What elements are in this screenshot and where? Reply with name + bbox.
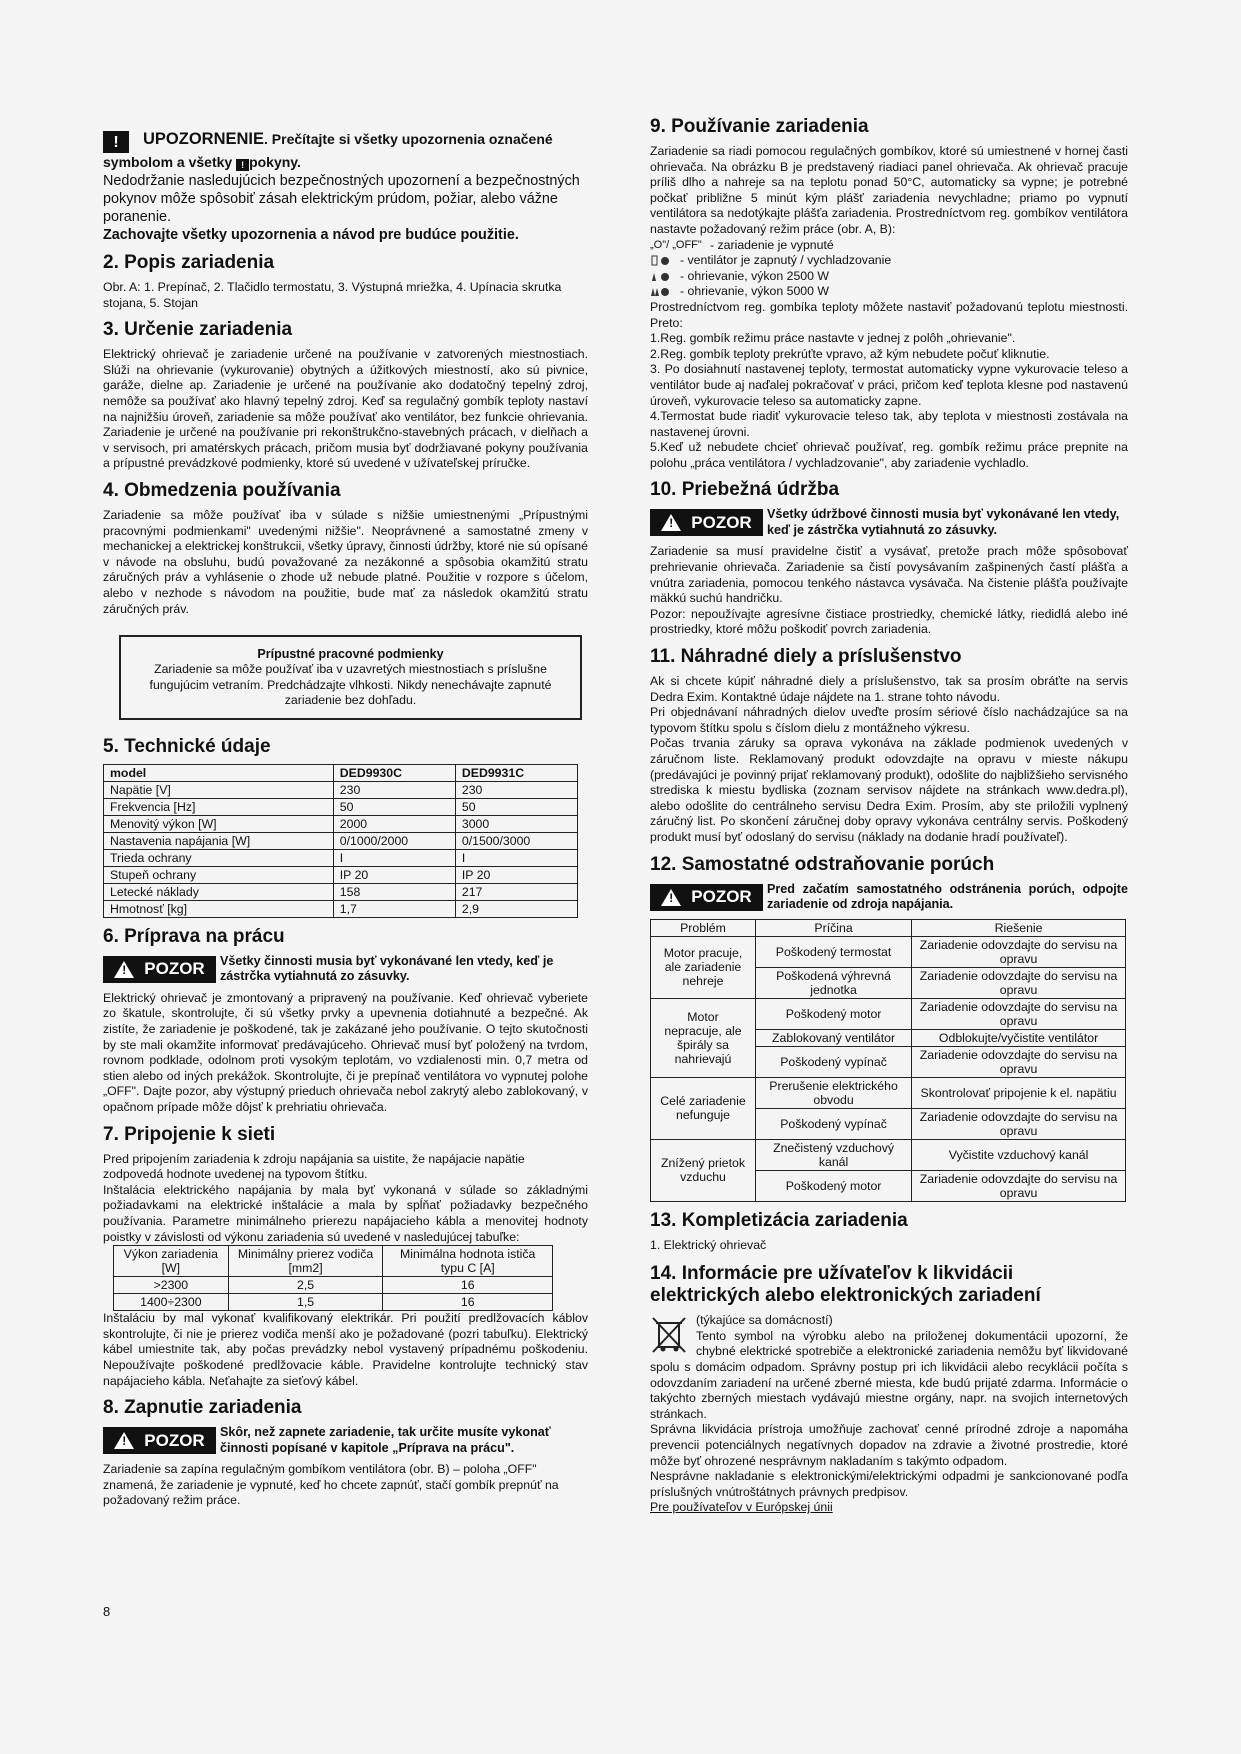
s11-body: Ak si chcete kúpiť náhradné diely a príslušenstvo, tak sa prosím obráťte na servis Dedra Exim. Kontaktné údaje nájdete na 1. strane tohto návodu. bbox=[650, 674, 1128, 704]
mode-fan: - ventilátor je zapnutý / vychladzovanie bbox=[650, 253, 1128, 269]
s11-title: 11. Náhradné diely a príslušenstvo bbox=[650, 646, 962, 668]
s9-step4: 4.Termostat bude riadiť vykurovacie teleso tak, aby teplota v miestnosti zostávala na nastavenej úrovni. bbox=[650, 409, 1128, 439]
tech-header: model bbox=[104, 764, 334, 781]
mode-heat2: - ohrievanie, výkon 5000 W bbox=[650, 284, 1128, 300]
trouble-cause: Znečistený vzduchový kanál bbox=[756, 1139, 912, 1170]
warning-icon: ! bbox=[103, 131, 129, 153]
s10-body: Zariadenie sa musí pravidelne čistiť a vysávať, pretože prach môže spôsobovať prehrievanie ohrievača. Zariadenie sa čistí povysávaním zašpinených častí plášťa a vnútra zariadenia, pomocou tenkého nástavca vysávača. Na čistenie plášťa používajte mäkkú suchú handričku. bbox=[650, 544, 1128, 606]
left-column bbox=[103, 118, 588, 1509]
tech-row bbox=[104, 849, 578, 866]
s9-step2: 2.Reg. gombík teploty prekrúťte vpravo, až kým nebudete počuť kliknutie. bbox=[650, 346, 1050, 361]
trouble-header: Riešenie bbox=[912, 919, 1126, 936]
s6-body: Elektrický ohrievač je zmontovaný a pripravený na používanie. Keď ohrievač vyberiete zo škatule, skontrolujte, či sú všetky prvky a upevnenia dotiahnuté a bezpečné. Ak zistíte, že zariadenie je poškodené, tak je zakázané jeho používanie. O tejto skutočnosti by ste mali okamžite informovať predávajúceho. Ohrievač musí byť položený na tvrdom, rovnom podklade, odolnom proti vysokým teplotám, vo vzdialenosti min. 0,7 metra od stien alebo od iných prekážok. Skontrolujte, či je prepínač ventilátora vo vypnutej polohe „OFF". Dajte pozor, aby výstupný prieduch ohrievača nebol zakrytý alebo zablokovaný, v opačnom prípade môže dôjsť k prehriatiu ohrievača. bbox=[103, 990, 588, 1115]
tech-cell: Napätie [V] bbox=[104, 781, 334, 798]
tech-cell: Nastavenia napájania [W] bbox=[104, 832, 334, 849]
s13-body: 1. Elektrický ohrievač bbox=[650, 1237, 767, 1252]
box-title: Prípustné pracovné podmienky bbox=[257, 647, 444, 662]
s3-title: 3. Určenie zariadenia bbox=[103, 319, 293, 341]
trouble-cause: Poškodený termostat bbox=[756, 936, 912, 967]
tech-row bbox=[104, 866, 578, 883]
s6-pozor-text: Všetky činnosti musia byť vykonávané len vtedy, keď je zástrčka vytiahnutá zo zásuvky. bbox=[220, 953, 554, 984]
trouble-cause: Zablokovaný ventilátor bbox=[756, 1029, 912, 1046]
tech-header: DED9930C bbox=[333, 764, 455, 781]
s10-title: 10. Priebežná údržba bbox=[650, 479, 840, 501]
cable-cell: 1,5 bbox=[228, 1294, 383, 1311]
eu-users-link: Pre používateľov v Európskej únii bbox=[650, 1500, 833, 1515]
trouble-solution: Zariadenie odovzdajte do servisu na opravu bbox=[912, 1046, 1126, 1077]
s9-step3: 3. Po dosiahnutí nastavenej teploty, termostat automaticky vypne vykurovacie teleso a ventilátor bude aj naďalej pokračovať v práci, pričom keď teplota klesne pod nastavenú úroveň, vykurovacie teleso sa automaticky zapne. bbox=[650, 362, 1128, 408]
pozor-badge: ! POZOR bbox=[650, 509, 763, 536]
s6-title: 6. Príprava na prácu bbox=[103, 925, 285, 947]
tech-cell: 1,7 bbox=[333, 900, 455, 917]
s14-title: 14. Informácie pre užívateľov k likvidácii elektrických alebo elektronických zariadení bbox=[650, 1263, 1041, 1307]
tech-cell: Stupeň ochrany bbox=[104, 866, 334, 883]
pozor-badge: ! POZOR bbox=[103, 956, 216, 983]
trouble-problem: Znížený prietok vzduchu bbox=[651, 1139, 756, 1201]
tech-row bbox=[104, 798, 578, 815]
s4-title: 4. Obmedzenia používania bbox=[103, 479, 341, 501]
s2-title: 2. Popis zariadenia bbox=[103, 252, 275, 273]
s7-body3: Inštaláciu by mal vykonať kvalifikovaný elektrikár. Pri použití predlžovacích káblov skontrolujte, či nie je prierez vodiča menší ako je požadované (pozri tabuľku). Elektrický kábel umiestnite tak, aby počas prevádzky nebol vystavený prípadnému poškodeniu. Nepoužívajte poškodené predlžovacie káble. Pravidelne kontrolujte technický stav napájacieho kábla. Neťahajte za sieťový kábel. bbox=[103, 1311, 588, 1388]
cable-row bbox=[114, 1277, 553, 1294]
heat-low-icon bbox=[650, 271, 674, 283]
s8-pozor bbox=[103, 1425, 588, 1456]
tech-cell: 217 bbox=[455, 883, 577, 900]
s9-step1: 1.Reg. gombík režimu práce nastavte v jednej z polôh „ohrievanie". bbox=[650, 331, 1016, 346]
s4-body: Zariadenie sa môže používať iba v súlade s nižšie umiestnenými „Prípustnými pracovnými podmienkami" uvedenými nižšie". Neoprávnené a samostatné zmeny v mechanickej a elektrickej konštrukcii, všetky úpravy, činnosti údržby, ktoré nie sú opísané v návode na obsluhu, budú považované za nezákonné a spôsobia okamžitú stratu záručných práv a vyhlásenie o zhode už nebude platné. Použitie v rozpore s účelom, alebo v nezhode s návodom na použitie, bude mať za následok okamžitú stratu záručných práv. bbox=[103, 507, 588, 616]
tech-cell: 3000 bbox=[455, 815, 577, 832]
cable-cell: >2300 bbox=[114, 1277, 229, 1294]
s8-title: 8. Zapnutie zariadenia bbox=[103, 1397, 302, 1419]
s10-pozor bbox=[650, 507, 1128, 538]
small-warning-icon: ! bbox=[236, 159, 249, 171]
tech-cell: I bbox=[455, 849, 577, 866]
tech-row bbox=[104, 832, 578, 849]
trouble-header: Príčina bbox=[756, 919, 912, 936]
s7-body2: Inštalácia elektrického napájania by mala byť vykonaná v súlade so základnými požiadavkami na elektrické inštalácie a mala by spĺňať požiadavky bezpečného používania. Parametre minimálneho prierezu napájacieho kábla a menovitej hodnoty poistky v závislosti od výkonu zariadenia sú uvedené v nasledujúcej tabuľke: bbox=[103, 1182, 588, 1244]
tech-cell: 2,9 bbox=[455, 900, 577, 917]
tech-cell: 0/1500/3000 bbox=[455, 832, 577, 849]
s3-body: Elektrický ohrievač je zariadenie určené na používanie v zatvorených miestnostiach. Slúži na ohrievanie (vykurovanie) obytných a úžitkových miestností, ako sú pivnice, garáže, dielne ap. Zariadenie je určené na používanie ako dodatočný tepelný zdroj, nemôže sa používať ako hlavný tepelný zdroj. Keď sa regulačný gombík teploty nastaví na najnižšiu úroveň, zariadenie sa môže používať ako ventilátor, bez funkcie ohrievania. Zariadenie je určené na používanie pri rekonštrukčno-stavebných prácach, v dielňach a v servisoch, pri amatérskych prácach, pričom musia byť dodržiavané pokyny používania a prípustné prevádzkové podmienky, ktoré sú uvedené v užívateľskej príručke. bbox=[103, 347, 588, 471]
trouble-problem: Motor nepracuje, ale špirály sa nahrievajú bbox=[651, 998, 756, 1077]
cable-table bbox=[113, 1245, 553, 1311]
fan-icon bbox=[650, 255, 674, 267]
trouble-solution: Zariadenie odovzdajte do servisu na opravu bbox=[912, 1108, 1126, 1139]
s10-body2: Pozor: nepoužívajte agresívne čistiace prostriedky, chemické látky, riedidlá alebo iné prostriedky, ktoré môžu poškodiť povrch zariadenia. bbox=[650, 606, 1128, 637]
tech-row bbox=[104, 883, 578, 900]
tech-cell: IP 20 bbox=[333, 866, 455, 883]
trouble-solution: Zariadenie odovzdajte do servisu na opravu bbox=[912, 936, 1126, 967]
trouble-cause: Prerušenie elektrického obvodu bbox=[756, 1077, 912, 1108]
warning-icon: ! bbox=[114, 1432, 134, 1449]
trouble-cause: Poškodená výhrevná jednotka bbox=[756, 967, 912, 998]
warning-icon: ! bbox=[114, 961, 134, 978]
trouble-solution: Zariadenie odovzdajte do servisu na opravu bbox=[912, 967, 1126, 998]
warning-body: Nedodržanie nasledujúcich bezpečnostných upozornení a bezpečnostných pokynov môže spôsobiť zásah elektrickým prúdom, požiar, alebo vážne poranenie. bbox=[103, 173, 580, 225]
s14-sub: (týkajúce sa domácností) bbox=[696, 1313, 833, 1328]
tech-cell: 158 bbox=[333, 883, 455, 900]
page-number: 8 bbox=[103, 1604, 111, 1619]
tech-cell: Frekvencia [Hz] bbox=[104, 798, 334, 815]
tech-row bbox=[104, 815, 578, 832]
permitted-conditions-box bbox=[119, 635, 582, 720]
trouble-header: Problém bbox=[651, 919, 756, 936]
mode-off: „O"/ „OFF" - zariadenie je vypnuté bbox=[650, 237, 834, 252]
tech-cell: Trieda ochrany bbox=[104, 849, 334, 866]
tech-cell: I bbox=[333, 849, 455, 866]
s8-body: Zariadenie sa zapína regulačným gombíkom ventilátora (obr. B) – poloha „OFF" znamená, že zariadenie je vypnuté, keď ho chcete zapnúť, stačí gombík prepnúť na požadovaný režim práce. bbox=[103, 1462, 559, 1508]
tech-row bbox=[104, 781, 578, 798]
trouble-table bbox=[650, 919, 1126, 1202]
trouble-cause: Poškodený motor bbox=[756, 1170, 912, 1201]
cable-cell: 16 bbox=[383, 1294, 553, 1311]
s6-pozor bbox=[103, 954, 588, 985]
s11-body2: Pri objednávaní náhradných dielov uveďte prosím sériové číslo nachádzajúce sa na typovom štítku spolu s číslom dielu z montážneho výkresu. bbox=[650, 705, 1128, 735]
cable-cell: 2,5 bbox=[228, 1277, 383, 1294]
tech-cell: 50 bbox=[455, 798, 577, 815]
cable-row bbox=[114, 1294, 553, 1311]
s5-title: 5. Technické údaje bbox=[103, 735, 271, 757]
trouble-cause: Poškodený motor bbox=[756, 998, 912, 1029]
box-body: Zariadenie sa môže používať iba v uzavretých miestnostiach s príslušne fungujúcim vetraním. Predchádzajte vlhkosti. Nikdy nenechávajte zapnuté zariadenie bez dohľadu. bbox=[149, 662, 552, 708]
tech-cell: IP 20 bbox=[455, 866, 577, 883]
cable-header: Minimálna hodnota ističa typu C [A] bbox=[383, 1246, 553, 1277]
s2-body: Obr. A: 1. Prepínač, 2. Tlačidlo termostatu, 3. Výstupná mriežka, 4. Upínacia skrutka stojana, 5. Stojan bbox=[103, 280, 562, 310]
s14-body: Tento symbol na výrobku alebo na priloženej dokumentácii upozorní, že chybné elektrické spotrebiče a elektronické zariadenia nemôžu byť likvidované spolu s domácim odpadom. Správny postup pri ich likvidácii alebo recyklácii počíta s odovzdaním zariadení na určené zberné miesta, kde budú prijaté zdarma. Informácie o takýchto zberných miestach vydávajú miestne orgány, napr. na svojich internetových stránkach. bbox=[650, 1328, 1128, 1421]
warning-intro-b: pokyny. bbox=[249, 154, 301, 170]
s12-pozor-text: Pred začatím samostatného odstránenia porúch, odpojte zariadenie od zdroja napájania. bbox=[767, 881, 1128, 912]
s9-body2: Prostredníctvom reg. gombíka teploty môžete nastaviť požadovanú teplotu miestnosti. Preto: bbox=[650, 299, 1128, 330]
s14-body3: Nesprávne nakladanie s elektronickými/elektrickými odpadmi je sankcionované podľa príslušných vnútroštátnych právnych predpisov. bbox=[650, 1469, 1128, 1499]
weee-bin-icon bbox=[650, 1315, 688, 1355]
trouble-solution: Zariadenie odovzdajte do servisu na opravu bbox=[912, 1170, 1126, 1201]
s7-title: 7. Pripojenie k sieti bbox=[103, 1123, 276, 1145]
pozor-badge: ! POZOR bbox=[103, 1427, 216, 1454]
trouble-row bbox=[651, 1139, 1126, 1170]
pozor-badge: ! POZOR bbox=[650, 884, 763, 911]
tech-table bbox=[103, 764, 578, 918]
s10-pozor-text: Všetky údržbové činnosti musia byť vykonávané len vtedy, keď je zástrčka vytiahnutá zo zásuvky. bbox=[767, 507, 1120, 537]
warning-title: UPOZORNENIE bbox=[143, 130, 265, 148]
tech-cell: 50 bbox=[333, 798, 455, 815]
tech-cell: Hmotnosť [kg] bbox=[104, 900, 334, 917]
trouble-row bbox=[651, 998, 1126, 1029]
trouble-solution: Zariadenie odovzdajte do servisu na opravu bbox=[912, 998, 1126, 1029]
warning-keep: Zachovajte všetky upozornenia a návod pre budúce použitie. bbox=[103, 227, 519, 243]
s13-title: 13. Kompletizácia zariadenia bbox=[650, 1209, 908, 1231]
tech-cell: 230 bbox=[455, 781, 577, 798]
tech-header: DED9931C bbox=[455, 764, 577, 781]
s14-body2: Správna likvidácia prístroja umožňuje zachovať cenné prírodné zdroje a napomáha prevencii potenciálnych negatívnych dopadov na zdravie a životné prostredie, ktoré môže byť ohrozené nesprávnym nakladaním s takýmto odpadom. bbox=[650, 1422, 1128, 1468]
tech-cell: 2000 bbox=[333, 815, 455, 832]
s11-body3: Počas trvania záruky sa oprava vykonáva na základe podmienok uvedených v záručnom liste. Reklamovaný produkt odovzdajte na opravu v mieste nákupu (predávajúci je povinný prijať reklamovaný produkt), odošlite do najbližšieho servisného strediska k miestu bydliska (zoznam servisov nájdete na stránkach www.dedra.pl), alebo odošlite do centrálneho servisu Dedra Exim. Prosím, aby ste priložili vyplnený záručný list. Po skončení záručnej doby opravy vykonáva centrálny servis. Poškodený produkt musí byť odoslaný do servisu (náklady na dodanie hradí používateľ). bbox=[650, 736, 1128, 844]
s9-title: 9. Používanie zariadenia bbox=[650, 116, 869, 137]
warning-icon: ! bbox=[661, 889, 681, 906]
s12-title: 12. Samostatné odstraňovanie porúch bbox=[650, 853, 995, 875]
heat-high-icon bbox=[650, 286, 674, 298]
s7-body1: Pred pripojením zariadenia k zdroju napájania sa uistite, že napájacie napätie zodpovedá hodnote uvedenej na typovom štítku. bbox=[103, 1151, 525, 1182]
s8-pozor-text: Skôr, než zapnete zariadenie, tak určite musíte vykonať činnosti popísané v kapitole „Príprava na prácu". bbox=[220, 1425, 551, 1455]
trouble-cause: Poškodený vypínač bbox=[756, 1046, 912, 1077]
warning-icon: ! bbox=[661, 514, 681, 531]
cable-header: Výkon zariadenia [W] bbox=[114, 1246, 229, 1277]
tech-cell: Letecké náklady bbox=[104, 883, 334, 900]
trouble-problem: Motor pracuje, ale zariadenie nehreje bbox=[651, 936, 756, 998]
trouble-problem: Celé zariadenie nefunguje bbox=[651, 1077, 756, 1139]
right-column bbox=[650, 108, 1128, 1516]
tech-cell: Menovitý výkon [W] bbox=[104, 815, 334, 832]
s14-block bbox=[650, 1313, 1128, 1516]
tech-cell: 230 bbox=[333, 781, 455, 798]
s12-pozor bbox=[650, 882, 1128, 913]
mode-list bbox=[650, 238, 1128, 300]
warning-block: ! UPOZORNENIE. Prečítajte si všetky upozornenia označené symbolom a všetky ! pokyny. Nedodržanie nasledujúcich bezpečnostných upozornení a bezpečnostných pokynov môže spôsobiť zásah elektrickým prúdom, požiar, alebo vážne poranenie. Zachovajte všetky upozornenia a návod pre budúce použitie. bbox=[103, 130, 588, 244]
s9-body: Zariadenie sa riadi pomocou regulačných gombíkov, ktoré sú umiestnené v hornej časti ohrievača. Na obrázku B je predstavený riadiaci panel ohrievača. Ak ohrievač pracuje príliš dlho a nahreje sa na teplotu ponad 50°C, automaticky sa vypne; je potrebné počkať približne 5 minút kým plášť zariadenia nevychladne; priamo po vypnutí ventilátora sa nedotýkajte plášťa zariadenia. Prostredníctvom reg. gombíkov ventilátora nastavte požadovaný režim práce (obr. A, B): bbox=[650, 144, 1128, 236]
trouble-solution: Skontrolovať pripojenie k el. napätiu bbox=[912, 1077, 1126, 1108]
warning-intro-a: Prečítajte si všetky upozornenia označené symbolom a všetky bbox=[103, 131, 553, 170]
tech-row bbox=[104, 900, 578, 917]
trouble-row bbox=[651, 1077, 1126, 1108]
mode-heat1: - ohrievanie, výkon 2500 W bbox=[650, 269, 1128, 285]
trouble-solution: Odblokujte/vyčistite ventilátor bbox=[912, 1029, 1126, 1046]
tech-cell: 0/1000/2000 bbox=[333, 832, 455, 849]
cable-cell: 1400÷2300 bbox=[114, 1294, 229, 1311]
cable-header: Minimálny prierez vodiča [mm2] bbox=[228, 1246, 383, 1277]
trouble-row bbox=[651, 936, 1126, 967]
trouble-solution: Vyčistite vzduchový kanál bbox=[912, 1139, 1126, 1170]
cable-cell: 16 bbox=[383, 1277, 553, 1294]
s9-step5: 5.Keď už nebudete chcieť ohrievač používať, reg. gombík režimu práce prepnite na polohu „práca ventilátora / vychladzovanie", aby zariadenie vychladlo. bbox=[650, 440, 1128, 470]
trouble-cause: Poškodený vypínač bbox=[756, 1108, 912, 1139]
